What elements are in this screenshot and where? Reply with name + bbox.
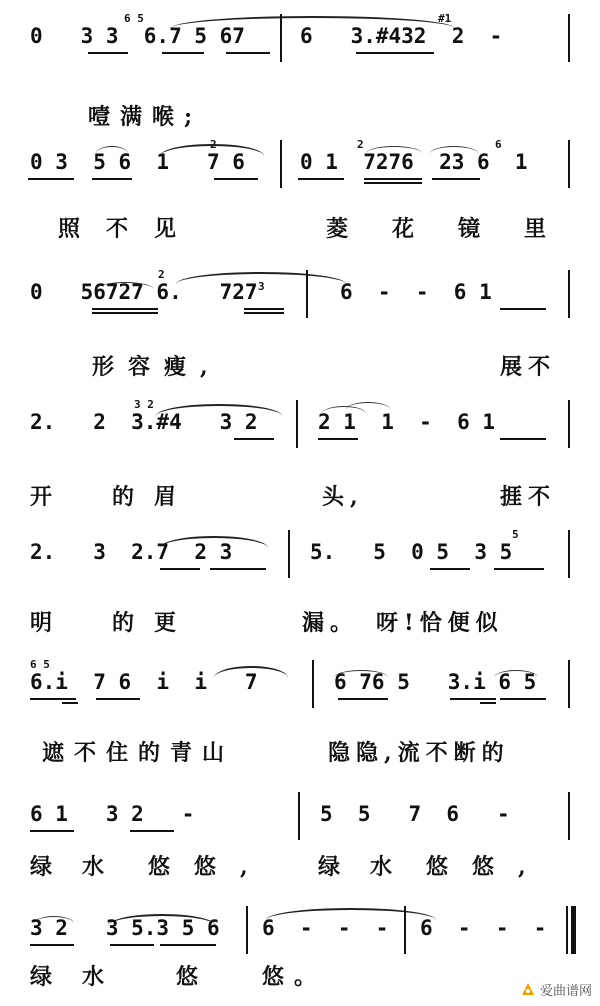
lyric-text: 捱不 (500, 484, 557, 510)
beam-underline (110, 944, 154, 946)
measure-3: 6 - - - (420, 916, 547, 940)
beam-underline (364, 178, 422, 180)
barline (404, 906, 406, 954)
grace-note: 6 5 (30, 658, 50, 671)
measure-2: 6 76 5 3.i 6 5 (334, 670, 537, 694)
barline (568, 530, 570, 578)
notes-row (0, 906, 600, 948)
lyrics-row (0, 960, 600, 990)
barline (306, 270, 308, 318)
lyric-text: 绿水 (30, 854, 135, 880)
lyric-text: 悠 (176, 964, 209, 990)
measure-2: 5. 5 0 5 3 5 (310, 540, 513, 564)
notes-row (0, 530, 600, 572)
measure-2: 6 - - 6 1 (340, 280, 492, 304)
measure-2: 2 1 1 - 6 1 (318, 410, 496, 434)
site-watermark (520, 978, 592, 1000)
final-barline (566, 906, 576, 954)
lyrics-row (0, 480, 600, 510)
beam-underline (234, 438, 274, 440)
barline (568, 792, 570, 840)
beam-underline (500, 438, 546, 440)
beam-underline (92, 312, 158, 314)
barline (296, 400, 298, 448)
grace-note: 3 (258, 280, 265, 293)
lyrics-row (0, 100, 600, 130)
lyric-text: 漏。 (302, 610, 359, 636)
measure-1: 2. 2 3.#4 3 2 (30, 410, 258, 434)
beam-underline (318, 438, 358, 440)
barline (568, 14, 570, 62)
barline (568, 140, 570, 188)
lyric-text: 明 (30, 610, 63, 636)
site-logo-icon (520, 981, 536, 997)
lyric-text: 菱花镜里 (326, 216, 591, 242)
beam-underline (338, 698, 388, 700)
watermark-text: 爱曲谱网 (539, 983, 592, 999)
beam-underline (30, 830, 74, 832)
lyric-text: 绿水 (318, 854, 423, 880)
lyric-text: 照不见 (58, 216, 203, 242)
lyric-text: 开 (30, 484, 63, 510)
lyric-text: 头, (322, 484, 364, 510)
barline (280, 14, 282, 62)
beam-underline (500, 308, 546, 310)
beam-underline (480, 702, 496, 704)
beam-underline (450, 698, 496, 700)
grace-note: 5 (512, 528, 519, 541)
beam-underline (96, 698, 140, 700)
measure-2: 6 3.#432 2 - (300, 24, 503, 48)
lyric-text: 呀!恰便似 (376, 610, 504, 636)
beam-underline (28, 178, 74, 180)
lyrics-row (0, 212, 600, 242)
measure-1: 0 3 5 6 1 7 6 (30, 150, 245, 174)
beam-underline (130, 830, 174, 832)
beam-underline (356, 52, 434, 54)
notes-row (0, 400, 600, 442)
measure-1: 2. 3 2.7 2 3 (30, 540, 233, 564)
beam-underline (432, 178, 480, 180)
beam-underline (214, 178, 258, 180)
beam-underline (162, 52, 204, 54)
lyric-text: 悠悠, (426, 854, 550, 880)
beam-underline (210, 568, 266, 570)
measure-1: 6 1 3 2 - (30, 802, 195, 826)
lyric-text: 隐隐,流不断的 (328, 740, 510, 766)
beam-underline (160, 568, 200, 570)
beam-underline (244, 308, 284, 310)
beam-underline (92, 178, 132, 180)
lyric-text: 悠。 (262, 964, 327, 990)
grace-note: 3 2 (134, 398, 154, 411)
grace-note: 2 (357, 138, 364, 151)
lyrics-row (0, 350, 600, 380)
grace-note: 2 (210, 138, 217, 151)
lyric-text: 的眉 (112, 484, 197, 510)
measure-1: 0 56727 6. 727 (30, 280, 258, 304)
measure-2: 6 - - - (262, 916, 389, 940)
barline (298, 792, 300, 840)
lyric-text: 形容瘦, (92, 354, 222, 380)
lyrics-row (0, 736, 600, 766)
barline (568, 660, 570, 708)
grace-note: 2 (158, 268, 165, 281)
measure-2: 5 5 7 6 - (320, 802, 510, 826)
measure-1: 3 2 3 5.3 5 6 (30, 916, 220, 940)
beam-underline (160, 944, 216, 946)
lyric-text: 的更 (112, 610, 197, 636)
beam-underline (500, 698, 546, 700)
lyric-text: 绿水 (30, 964, 135, 990)
beam-underline (88, 52, 128, 54)
lyric-text: 遮不住的青山 (42, 740, 235, 766)
barline (246, 906, 248, 954)
barline (312, 660, 314, 708)
beam-underline (30, 698, 76, 700)
notes-row (0, 792, 600, 834)
measure-1: 0 3 3 6.7 5 67 (30, 24, 245, 48)
barline (280, 140, 282, 188)
measure-2: 0 1 7276 23 6 1 (300, 150, 528, 174)
lyric-text: 展不 (500, 354, 557, 380)
grace-note: 6 (495, 138, 502, 151)
notes-row (0, 14, 600, 56)
lyric-text: 噎满喉; (88, 104, 203, 130)
lyrics-row (0, 606, 600, 636)
beam-underline (298, 178, 344, 180)
beam-underline (494, 568, 544, 570)
beam-underline (430, 568, 470, 570)
notes-row (0, 140, 600, 182)
beam-underline (226, 52, 270, 54)
lyric-text: 悠悠, (148, 854, 272, 880)
barline (568, 270, 570, 318)
barline (288, 530, 290, 578)
beam-underline (92, 308, 158, 310)
lyrics-row (0, 850, 600, 880)
grace-note: #1 (438, 12, 452, 25)
notes-row (0, 270, 600, 312)
beam-underline (364, 182, 422, 184)
grace-note: 6 5 (124, 12, 144, 25)
beam-underline (244, 312, 284, 314)
beam-underline (62, 702, 78, 704)
notes-row (0, 660, 600, 702)
measure-1: 6.i 7 6 i i 7 (30, 670, 258, 694)
barline (568, 400, 570, 448)
beam-underline (30, 944, 74, 946)
